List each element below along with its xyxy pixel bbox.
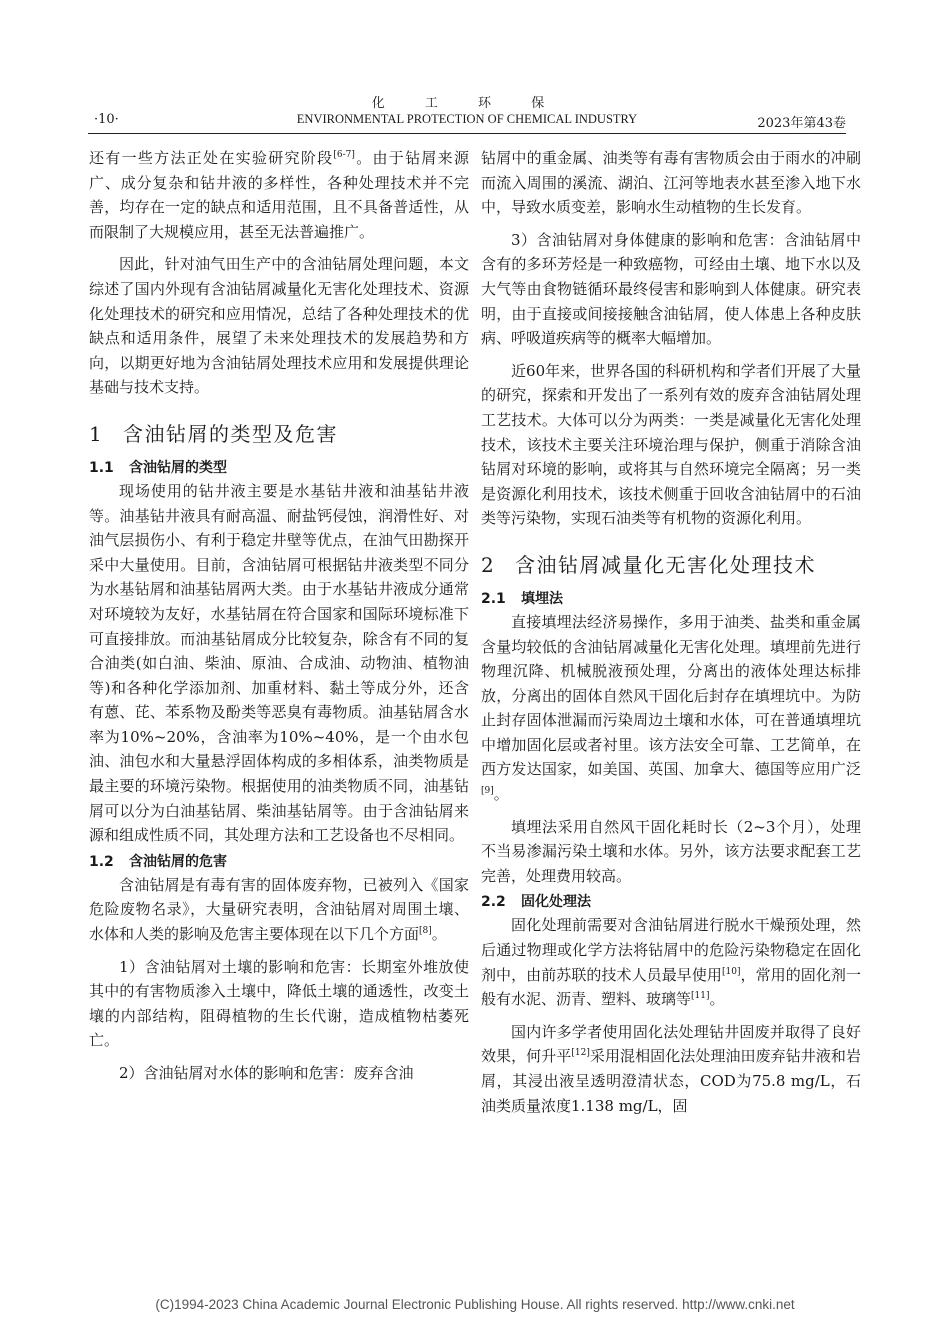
right-column bbox=[481, 146, 861, 1118]
citation[interactable]: [9] bbox=[481, 786, 494, 797]
paragraph: 近60年来，世界各国的科研机构和学者们开展了大量的研究，探索和开发出了一系列有效的废弃含油钻屑处理工艺技术。大体可以分为两类：一类是减量化无害化处理技术，该技术主要关注环境治理与保护，侧重于消除含油钻屑对环境的影响，或将其与自然环境完全隔离；另一类是资源化利用技术，该技术侧重于回收含油钻屑中的石油类等污染物，实现石油类等有机物的资源化利用。 bbox=[481, 361, 861, 528]
subsection-heading-2-2: 2.2 固化处理法 bbox=[481, 894, 591, 911]
paragraph: 填埋法采用自然风干固化耗时长（2~3个月），处理不当易渗漏污染土壤和水体。另外，该方法要求配套工艺完善，处理费用较高。 bbox=[481, 817, 861, 885]
paragraph: 1）含油钻屑对土壤的影响和危害：长期室外堆放使其中的有害物质渗入土壤中，降低土壤的通透性，改变土壤的内部结构，阻碍植物的生长代谢，造成植物枯萎死亡。 bbox=[89, 957, 469, 1050]
left-column bbox=[89, 146, 469, 1086]
paragraph: 2）含油钻屑对水体的影响和危害：废弃含油 bbox=[119, 1064, 414, 1082]
citation[interactable]: [6-7] bbox=[333, 150, 355, 160]
journal-title-en: ENVIRONMENTAL PROTECTION OF CHEMICAL INDUSTRY bbox=[296, 112, 638, 126]
citation[interactable]: [11] bbox=[691, 991, 710, 1002]
section-heading-2: 2 含油钻屑减量化无害化处理技术 bbox=[481, 552, 816, 577]
paragraph: 直接填埋法经济易操作，多用于油类、盐类和重金属含量均较低的含油钻屑减量化无害化处理。填埋前先进行物理沉降、机械脱液预处理，分离出的液体处理达标排放，分离出的固体自然风干固化后封存在填埋坑中。为防止封存固体泄漏而污染周边土壤和水体，可在普通填埋坑中增加固化层或者衬里。该方法安全可靠、工艺简单，在西方发达国家，如美国、英国、加拿大、德国等应用广泛[9]。 bbox=[481, 612, 861, 804]
paragraph: 固化处理前需要对含油钻屑进行脱水干燥预处理，然后通过物理或化学方法将钻屑中的危险污染物稳定在固化剂中，由前苏联的技术人员最早使用[10]，常用的固化剂一般有水泥、沥青、塑料、玻璃等[11]。 bbox=[481, 916, 861, 1009]
issue-label: 2023年第43卷 bbox=[757, 116, 846, 131]
paragraph: 钻屑中的重金属、油类等有毒有害物质会由于雨水的冲刷而流入周围的溪流、湖泊、江河等地表水甚至渗入地下水中，导致水质变差，影响水生动植物的生长发育。 bbox=[481, 149, 861, 217]
subsection-heading-1-2: 1.2 含油钻屑的危害 bbox=[89, 853, 227, 870]
citation[interactable]: [10] bbox=[722, 966, 741, 977]
paragraph: 现场使用的钻井液主要是水基钻井液和油基钻井液等。油基钻井液具有耐高温、耐盐钙侵蚀，润滑性好、对油气层损伤小、有利于稳定井壁等优点，在油气田勘探开采中大量使用。目前，含油钻屑可根据钻井液类型不同分为水基钻屑和油基钻屑两大类。由于水基钻井液成分通常对环境较为友好，水基钻屑在符合国家和国际环境标准下可直接排放。而油基钻屑成分比较复杂，除含有不同的复合油类(如白油、柴油、原油、合成油、动物油、植物油等)和各种化学添加剂、加重材料、黏土等成分外，还含有蒽、芘、苯系物及酚类等恶臭有毒物质。油基钻屑含水率为10%~20%，含油率为10%~40%，是一个由水包油、油包水和大量悬浮固体构成的多相体系，油类物质是最主要的环境污染物。根据使用的油类物质不同，油基钻屑可以分为白油基钻屑、柴油基钻屑等。由于含油钻屑来源和组成性质不同，其处理方法和工艺设备也不尽相同。 bbox=[89, 481, 469, 845]
subsection-heading-2-1: 2.1 填埋法 bbox=[481, 590, 563, 607]
citation[interactable]: [8] bbox=[419, 926, 432, 937]
paragraph: 国内许多学者使用固化法处理钻井固废并取得了良好效果，何升平[12]采用混相固化法处理油田废弃钻井液和岩屑，其浸出液呈透明澄清状态，COD为75.8 mg/L，石油类质量浓度1.138 mg/L，固 bbox=[481, 1022, 861, 1115]
citation[interactable]: [12] bbox=[571, 1048, 590, 1059]
journal-title-cn: 化 工 环 保 bbox=[371, 96, 563, 111]
paragraph: 含油钻屑是有毒有害的固体废弃物，已被列入《国家危险废物名录》，大量研究表明，含油钻屑对周围土壤、水体和人类的影响及危害主要体现在以下几个方面[8]。 bbox=[89, 875, 469, 944]
subsection-heading-1-1: 1.1 含油钻屑的类型 bbox=[89, 459, 227, 476]
page-number: ·10· bbox=[94, 112, 119, 127]
paragraph: 因此，针对油气田生产中的含油钻屑处理问题，本文综述了国内外现有含油钻屑减量化无害化处理技术、资源化处理技术的研究和应用情况，总结了各种处理技术的优缺点和适用条件，展望了未来处理技术的发展趋势和方向，以期更好地为含油钻屑处理技术应用和发展提供理论基础与技术支持。 bbox=[89, 255, 469, 397]
section-heading-1: 1 含油钻屑的类型及危害 bbox=[89, 421, 338, 446]
paragraph: 3）含油钻屑对身体健康的影响和危害：含油钻屑中含有的多环芳烃是一种致癌物，可经由土壤、地下水以及大气等由食物链循环最终侵害和影响到人体健康。研究表明，由于直接或间接接触含油钻屑，使人体患上各种皮肤病、呼吸道疾病等的概率大幅增加。 bbox=[481, 230, 861, 348]
paragraph: 还有一些方法正处在实验研究阶段[6-7]。由于钻屑来源广、成分复杂和钻井液的多样性，各种处理技术并不完善，均存在一定的缺点和适用范围，且不具备普适性，从而限制了大规模应用，甚至无法普遍推广。 bbox=[89, 149, 469, 241]
copyright-footer: (C)1994-2023 China Academic Journal Electronic Publishing House. All rights reserved. http://www.cnki.net bbox=[155, 1297, 795, 1312]
header-divider bbox=[88, 133, 846, 134]
page-header bbox=[88, 92, 846, 132]
